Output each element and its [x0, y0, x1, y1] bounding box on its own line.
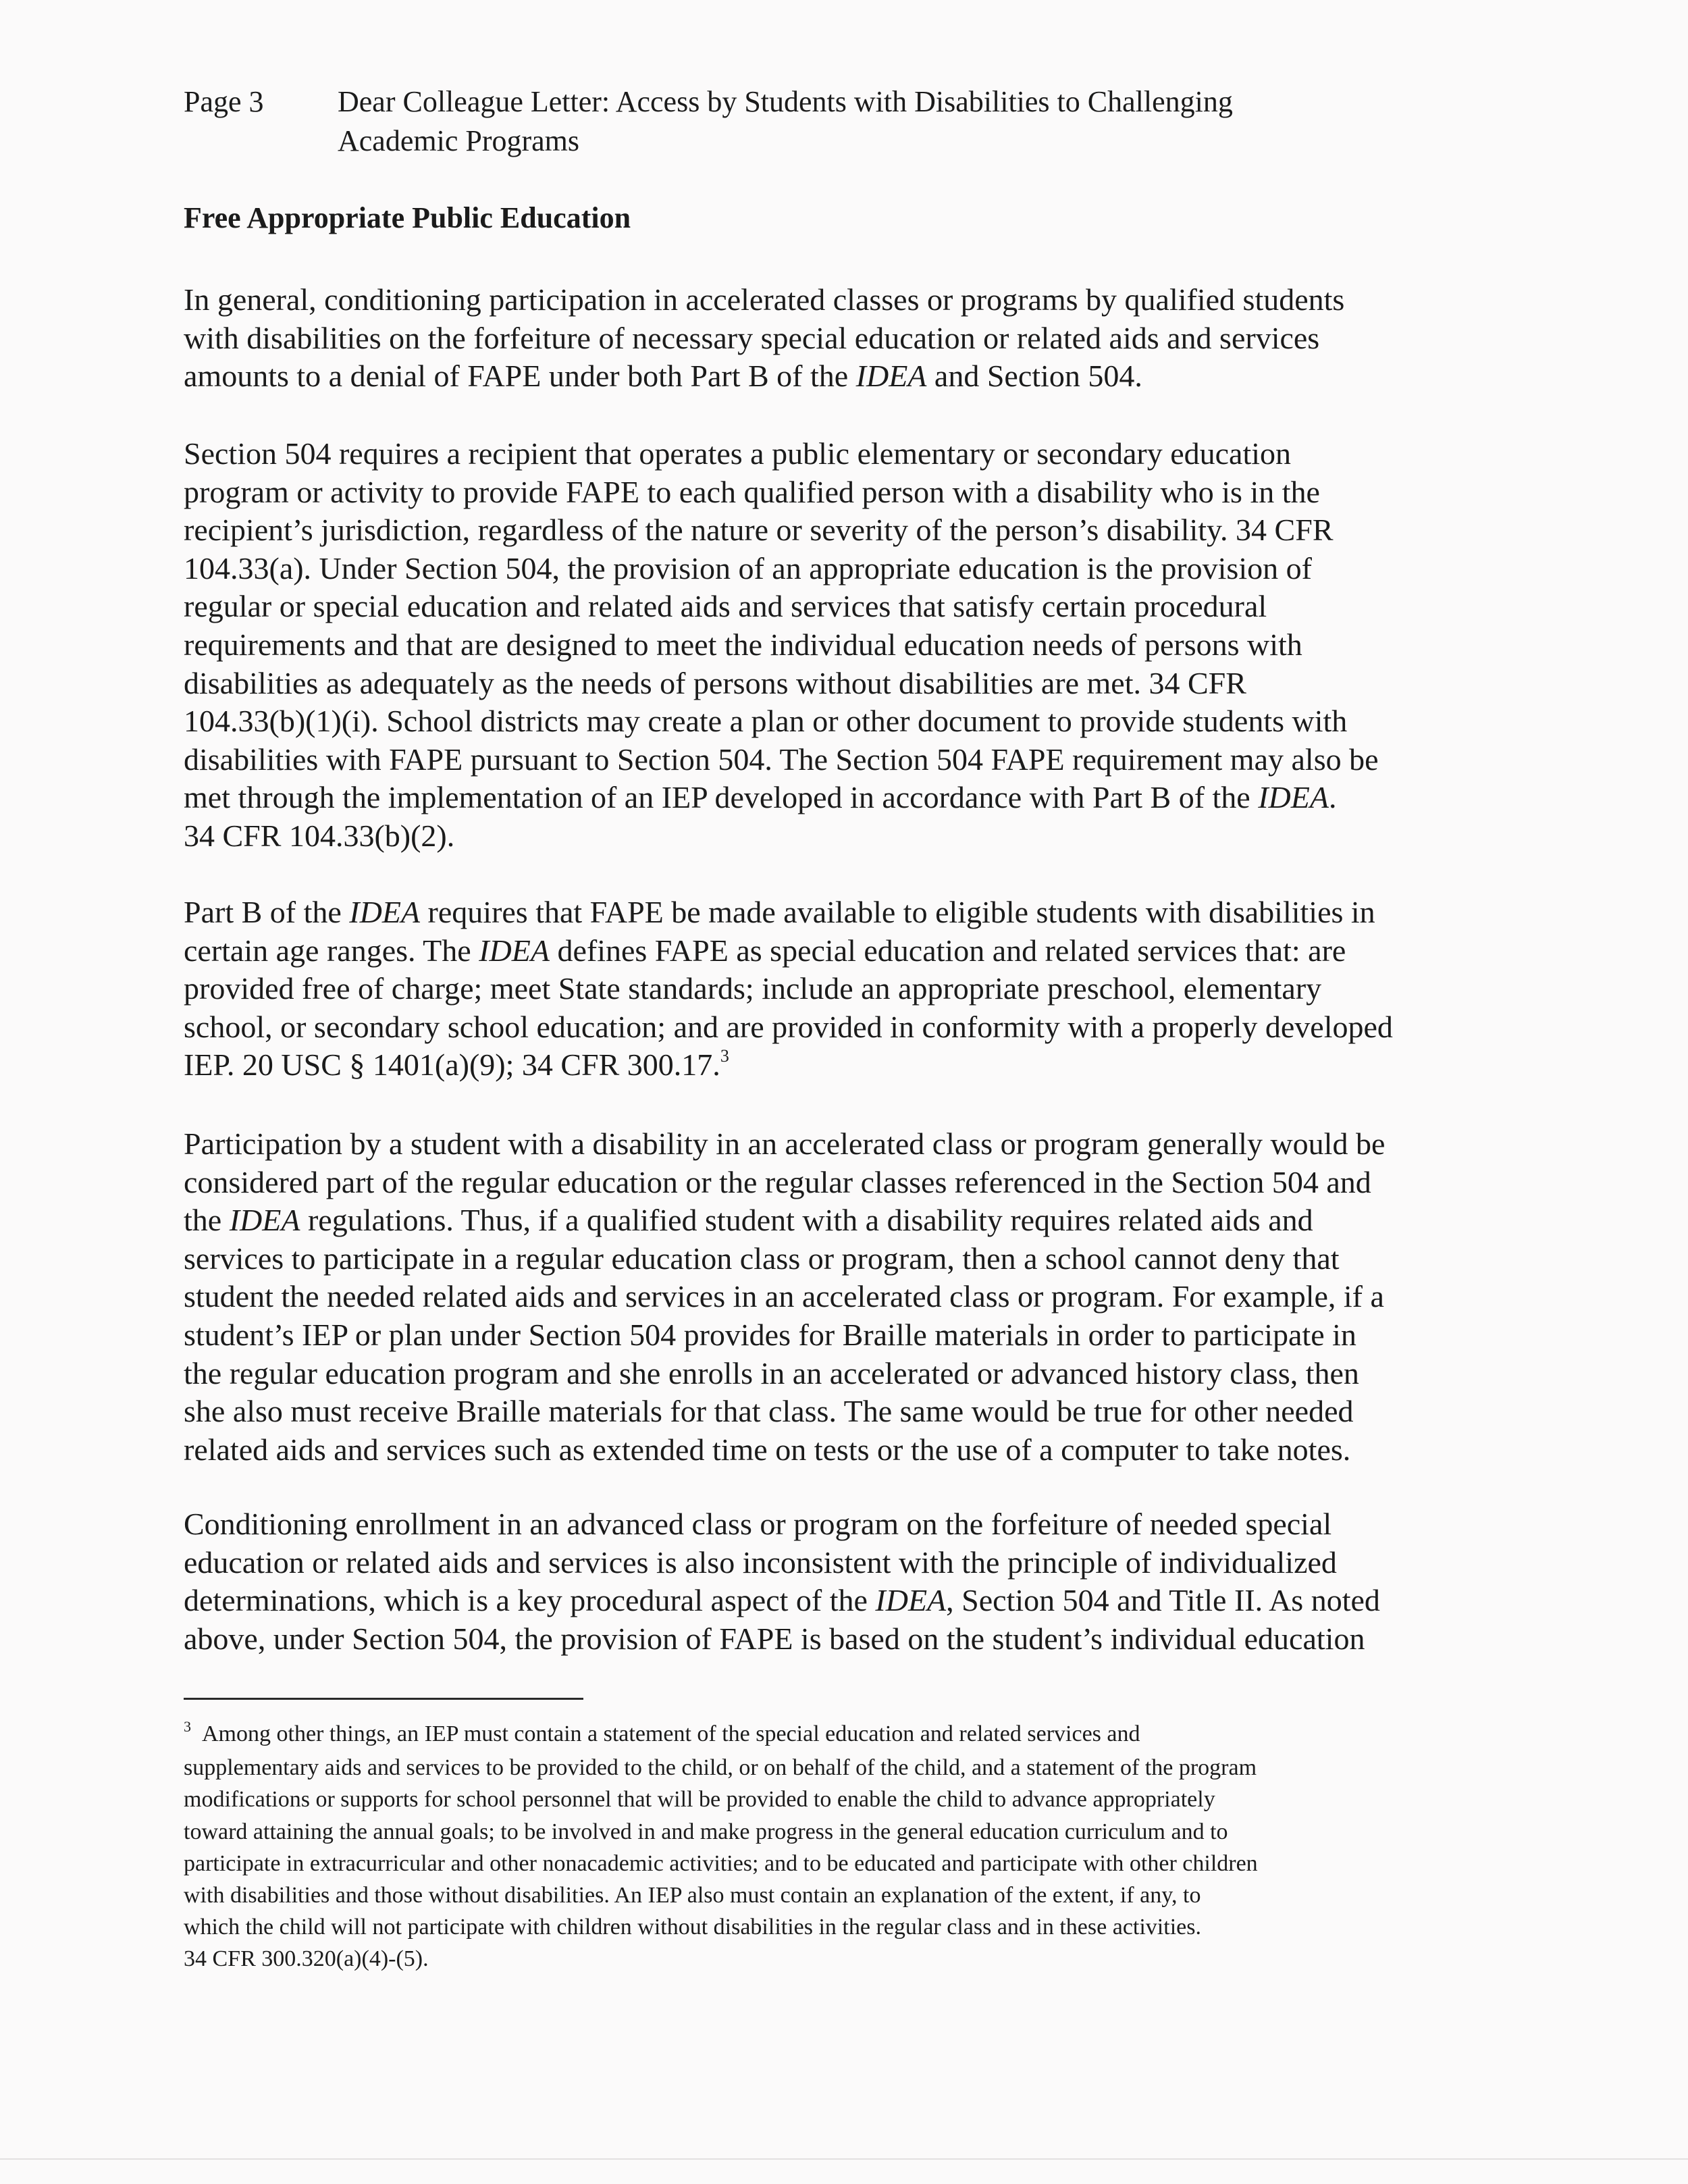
text-line: 104.33(b)(1)(i). School districts may create a plan or other document to provide students with [184, 704, 1348, 739]
text-line: Section 504 requires a recipient that operates a public elementary or secondary education [184, 436, 1292, 471]
text-line: toward attaining the annual goals; to be involved in and make progress in the general education curriculum and to [184, 1819, 1228, 1844]
paragraph-2 [184, 435, 1487, 856]
italic-term: IDEA [855, 359, 927, 394]
text-line: modifications or supports for school personnel that will be provided to enable the child to advance appropriately [184, 1787, 1215, 1813]
text-line: Part B of the IDEA requires that FAPE be made available to eligible students with disabilities in [184, 895, 1375, 929]
text-line: with disabilities and those without disabilities. An IEP also must contain an explanation of the extent, if any, to [184, 1883, 1201, 1908]
text-line: recipient’s jurisdiction, regardless of the nature or severity of the person’s disability. 34 CFR [184, 513, 1334, 548]
text-line: amounts to a denial of FAPE under both Part B of the IDEA and Section 504. [184, 359, 1142, 394]
text-line: the IDEA regulations. Thus, if a qualified student with a disability requires related aids and [184, 1203, 1313, 1238]
text-line: requirements and that are designed to meet the individual education needs of persons with [184, 627, 1302, 662]
text-line: Conditioning enrollment in an advanced class or program on the forfeiture of needed special [184, 1507, 1332, 1541]
text-line: 34 CFR 300.320(a)(4)-(5). [184, 1946, 429, 1972]
text-line: participate in extracurricular and other nonacademic activities; and to be educated and participate with other children [184, 1850, 1258, 1876]
text-line: disabilities with FAPE pursuant to Section 504. The Section 504 FAPE requirement may also be [184, 742, 1379, 777]
paragraph-4 [184, 1125, 1487, 1469]
text-line: the regular education program and she enrolls in an accelerated or advanced history class, then [184, 1355, 1359, 1390]
footnote-separator [184, 1698, 583, 1700]
page-number: Page 3 [184, 85, 264, 118]
scan-edge-line [0, 2158, 1688, 2160]
italic-term: IDEA [229, 1203, 300, 1238]
text-line: 34 CFR 104.33(b)(2). [184, 818, 455, 853]
text-line: school, or secondary school education; and are provided in conformity with a properly developed [184, 1009, 1393, 1044]
text-line: met through the implementation of an IEP developed in accordance with Part B of the IDEA. [184, 780, 1337, 815]
text-line: certain age ranges. The IDEA defines FAPE as special education and related services that: are [184, 933, 1346, 968]
section-heading: Free Appropriate Public Education [184, 201, 631, 234]
letter-title-line: Dear Colleague Letter: Access by Students with Disabilities to Challenging [338, 85, 1233, 118]
italic-term: IDEA [1258, 780, 1329, 815]
text-line: which the child will not participate with children without disabilities in the regular class and in these activities. [184, 1915, 1201, 1940]
footnote-marker: 3 [184, 1718, 191, 1735]
italic-term: IDEA [875, 1583, 947, 1618]
text-line: 104.33(a). Under Section 504, the provision of an appropriate education is the provision of [184, 550, 1312, 586]
text-line: considered part of the regular education or the regular classes referenced in the Section 504 and [184, 1164, 1371, 1199]
italic-term: IDEA [349, 895, 421, 929]
text-line: IEP. 20 USC § 1401(a)(9); 34 CFR 300.17.$^3$ [184, 1046, 729, 1083]
text-line: program or activity to provide FAPE to each qualified person with a disability who is in the [184, 474, 1320, 509]
text-line: student the needed related aids and services in an accelerated class or program. For example, if a [184, 1279, 1384, 1314]
paragraph-1 [184, 281, 1487, 396]
text-line: education or related aids and services is also inconsistent with the principle of individualized [184, 1544, 1337, 1580]
text-line: student’s IEP or plan under Section 504 provides for Braille materials in order to participate in [184, 1317, 1356, 1352]
text-line: Participation by a student with a disability in an accelerated class or program generally would be [184, 1126, 1386, 1161]
text-line: provided free of charge; meet State standards; include an appropriate preschool, elementary [184, 971, 1322, 1006]
text-line: above, under Section 504, the provision of FAPE is based on the student’s individual education [184, 1621, 1365, 1656]
text-line: regular or special education and related aids and services that satisfy certain procedural [184, 589, 1267, 624]
text-line: related aids and services such as extended time on tests or the use of a computer to take notes. [184, 1432, 1351, 1467]
text-line: $^3$ Among other things, an IEP must contain a statement of the special education and related services and [184, 1718, 1140, 1746]
letter-title-line: Academic Programs [338, 124, 579, 157]
text-line: determinations, which is a key procedural aspect of the IDEA, Section 504 and Title II. As noted [184, 1583, 1380, 1618]
paragraph-5 [184, 1505, 1487, 1658]
letter-title [338, 82, 1485, 161]
text-line: with disabilities on the forfeiture of necessary special education or related aids and services [184, 320, 1320, 355]
text-line: In general, conditioning participation in accelerated classes or programs by qualified students [184, 282, 1345, 317]
text-line: disabilities as adequately as the needs of persons without disabilities are met. 34 CFR [184, 665, 1246, 700]
text-line: she also must receive Braille materials for that class. The same would be true for other needed [184, 1394, 1354, 1429]
text-line: services to participate in a regular education class or program, then a school cannot deny that [184, 1241, 1340, 1276]
italic-term: IDEA [479, 933, 550, 968]
footnote [184, 1718, 1487, 1975]
paragraph-3 [184, 893, 1487, 1089]
text-line: supplementary aids and services to be provided to the child, or on behalf of the child, and a statement of the program [184, 1755, 1257, 1781]
footnote-reference: 3 [720, 1046, 729, 1066]
